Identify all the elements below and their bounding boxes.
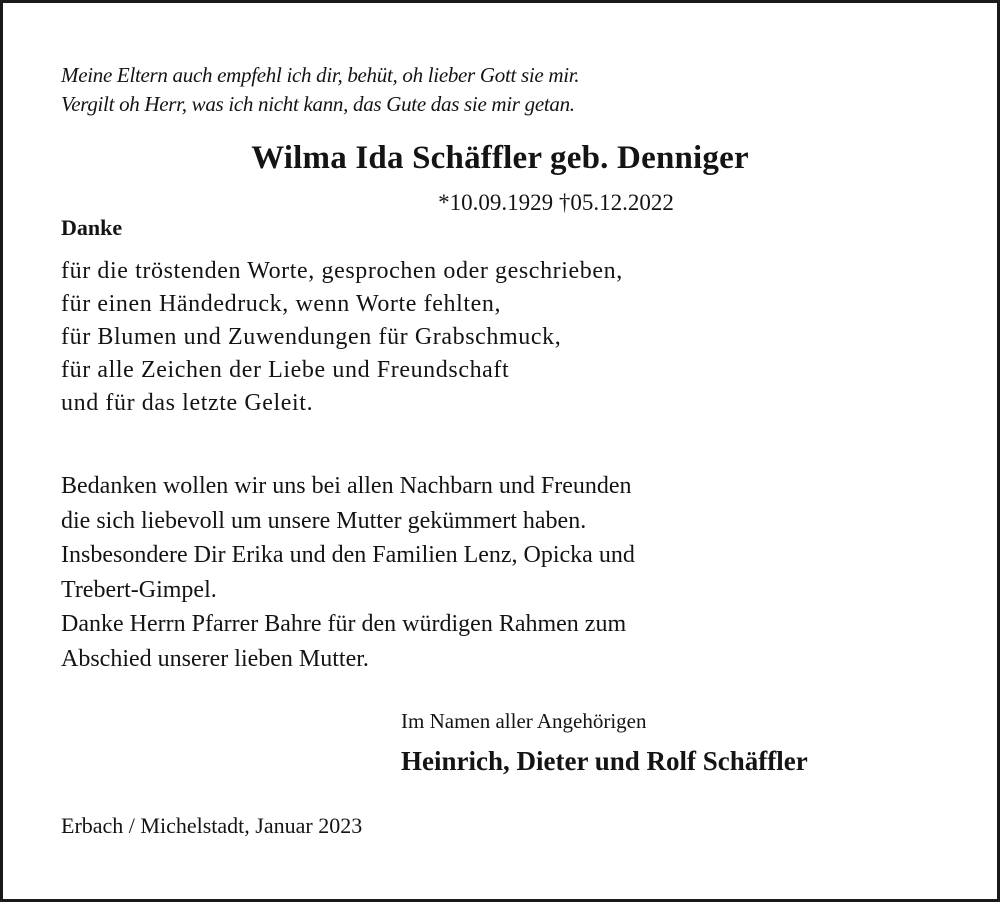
thanks-line: für alle Zeichen der Liebe und Freundschaft (61, 357, 510, 383)
thanks-line: und für das letzte Geleit. (61, 390, 314, 416)
on-behalf-line: Im Namen aller Angehörigen (401, 709, 647, 733)
life-dates: *10.09.1929 †05.12.2022 (438, 190, 674, 215)
thanks-line: für die tröstenden Worte, gesprochen oder geschrieben, (61, 258, 623, 284)
signatories: Heinrich, Dieter und Rolf Schäffler (401, 746, 808, 776)
place-date: Erbach / Michelstadt, Januar 2023 (61, 813, 363, 838)
body-line: die sich liebevoll um unsere Mutter gekümmert haben. (61, 507, 587, 534)
body-line: Danke Herrn Pfarrer Bahre für den würdigen Rahmen zum (61, 611, 627, 637)
verse-line: Meine Eltern auch empfehl ich dir, behüt, oh lieber Gott sie mir. (61, 63, 580, 87)
body-line: Trebert-Gimpel. (61, 576, 217, 603)
body-line: Bedanken wollen wir uns bei allen Nachbarn und Freunden (61, 473, 632, 499)
acknowledgement-paragraph (61, 469, 635, 676)
body-line: Abschied unserer lieben Mutter. (61, 645, 369, 672)
verse-line: Vergilt oh Herr, was ich nicht kann, das Gute das sie mir getan. (61, 92, 575, 116)
verse (61, 61, 579, 119)
thanks-heading: Danke (61, 215, 123, 240)
thanks-line: für Blumen und Zuwendungen für Grabschmuck, (61, 324, 562, 350)
deceased-name: Wilma Ida Schäffler geb. Denniger (251, 140, 749, 176)
body-line: Insbesondere Dir Erika und den Familien Lenz, Opicka und (61, 542, 635, 568)
thanks-list (61, 255, 623, 420)
thanks-line: für einen Händedruck, wenn Worte fehlten, (61, 291, 502, 317)
